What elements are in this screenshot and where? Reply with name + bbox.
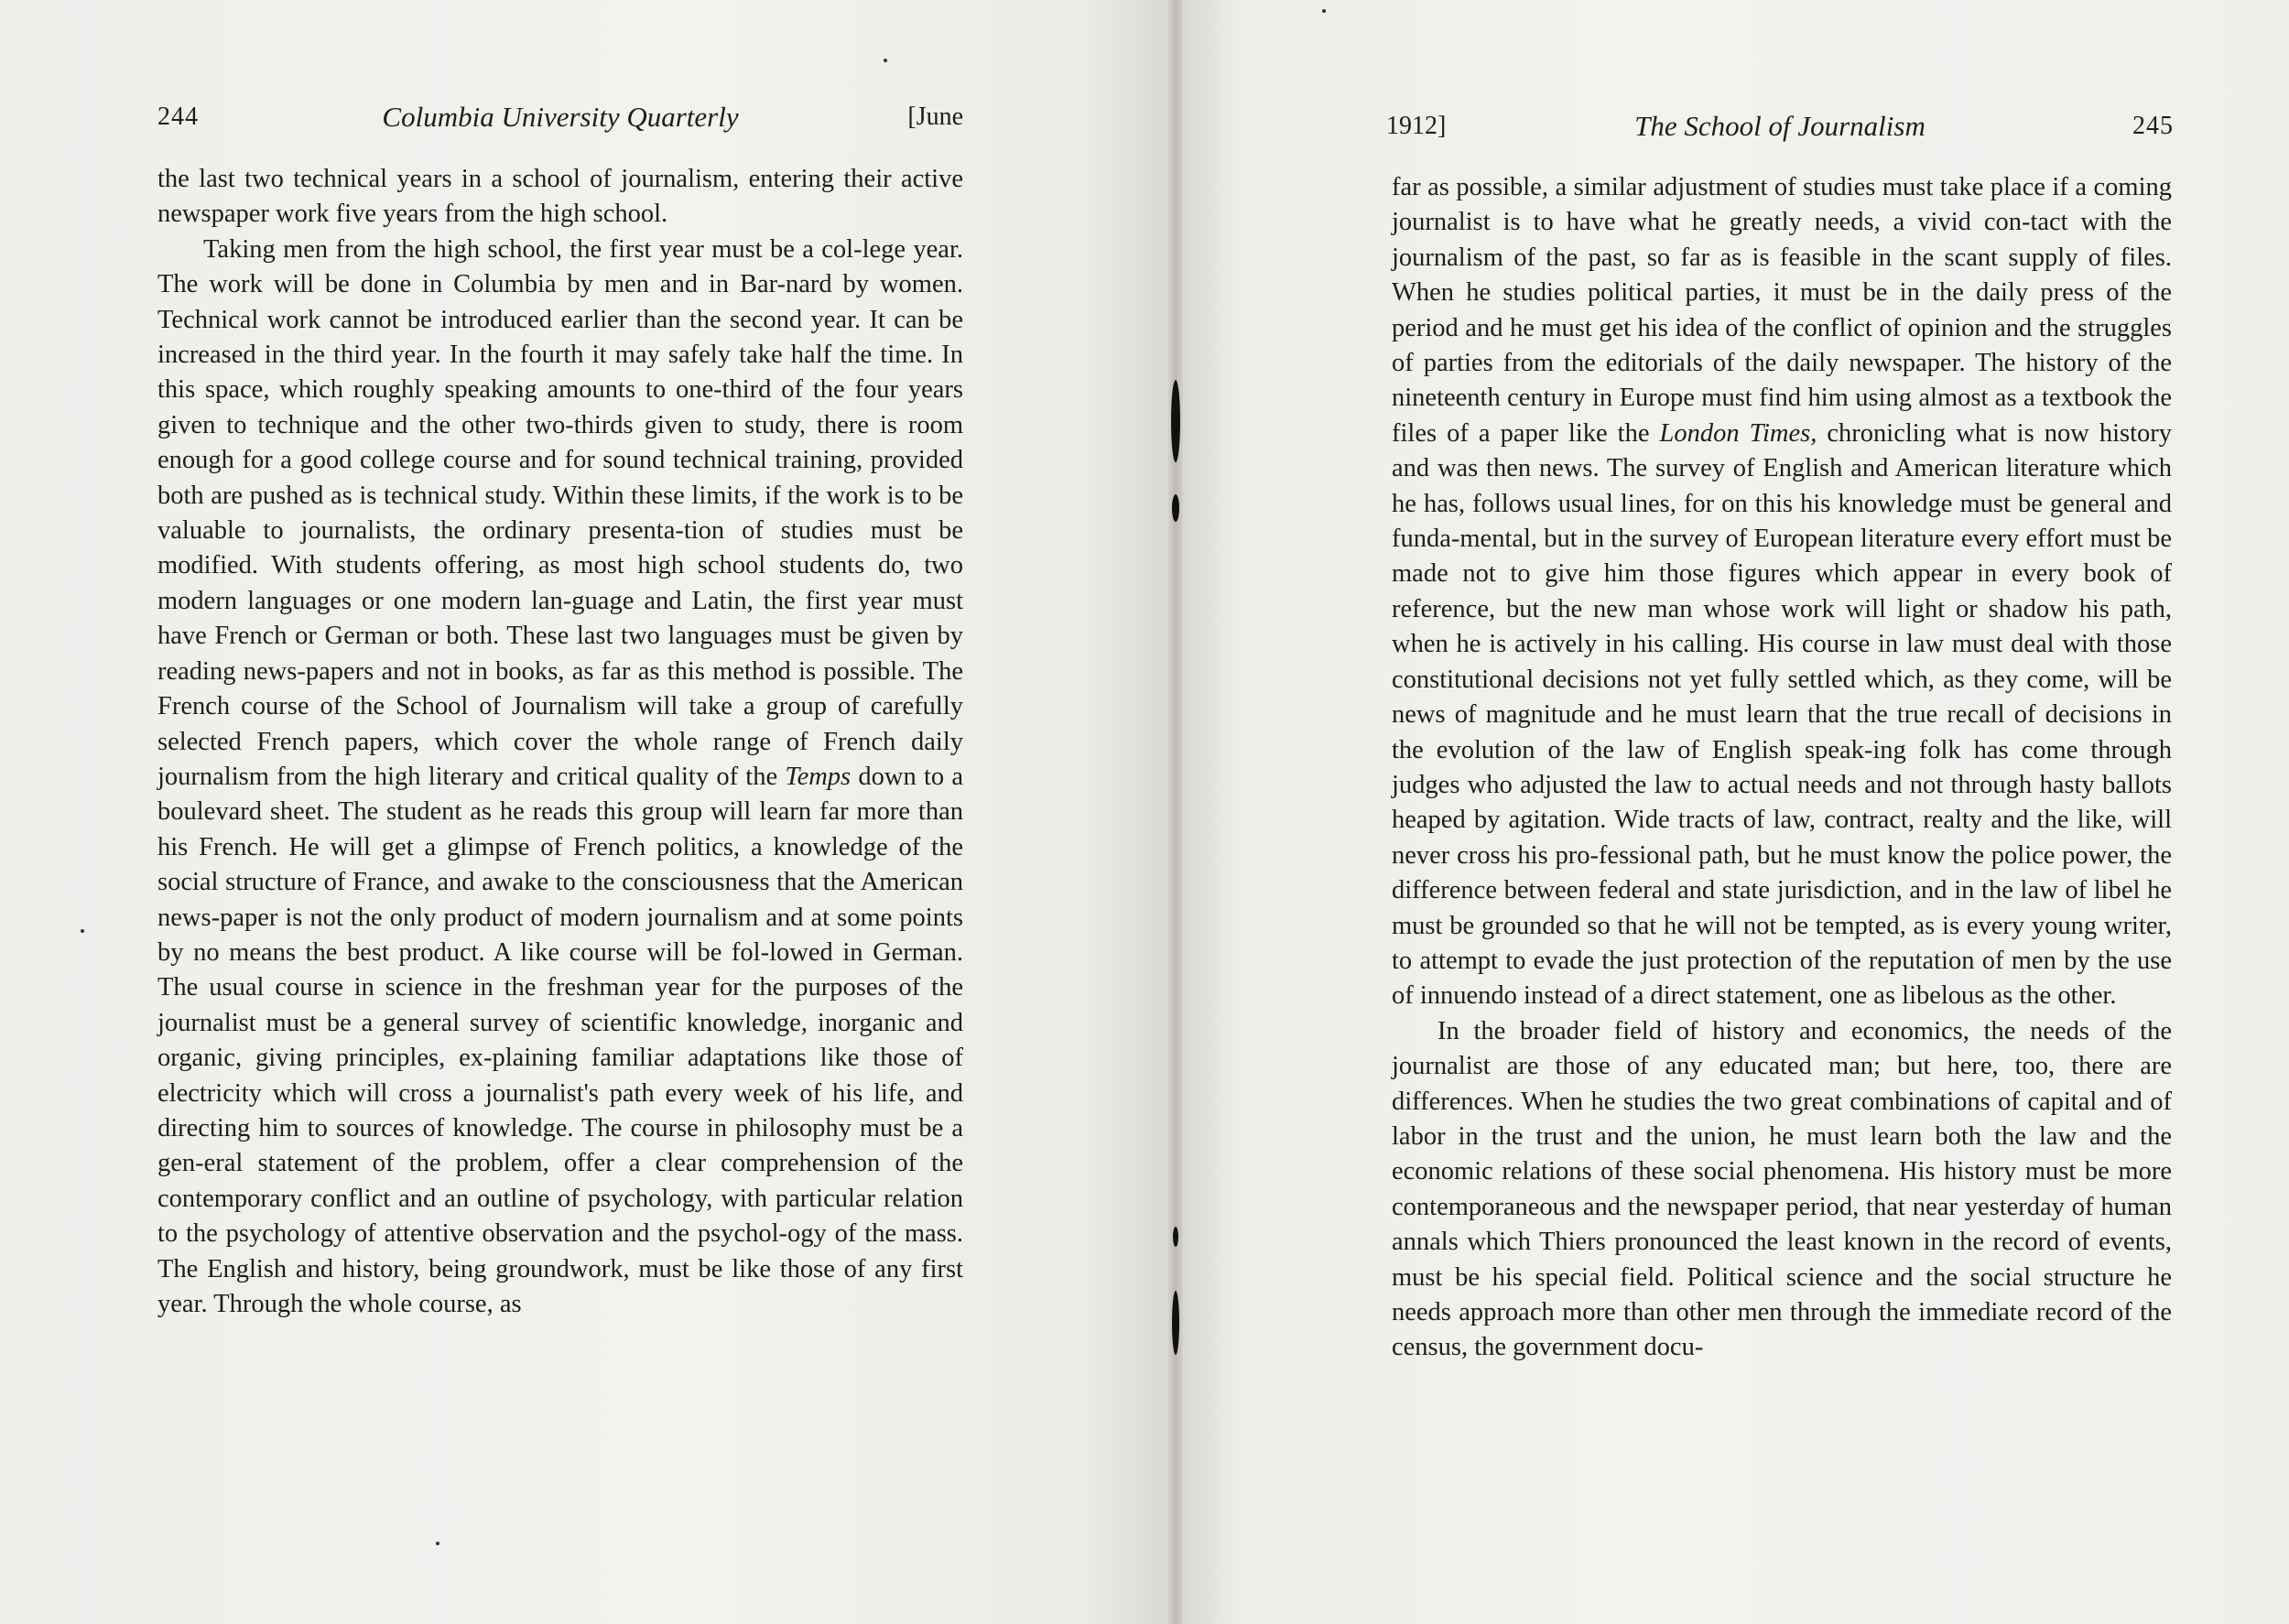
paper-speck [884,59,887,62]
gutter-shadow [1172,494,1179,522]
gutter-shadow [1173,1227,1178,1247]
gutter-shadow [1172,1291,1179,1355]
right-body-text [1392,170,2172,1366]
page-number-244: 244 [157,103,199,131]
italic-title: London Times, [1659,418,1817,448]
right-page [1176,0,2289,1624]
book-gutter [1168,0,1183,1624]
text-run: the last two technical years in a school of journalism, entering their active newspaper work five years from the high school. [157,165,963,229]
paragraph [157,162,963,233]
paper-speck [81,929,84,933]
date-marker-right: 1912] [1386,112,1447,140]
left-running-head [157,99,963,135]
gutter-shadow [1171,380,1180,462]
paragraph [157,233,963,1323]
text-run: far as possible, a similar adjustment of studies must take place if a coming journalist is to have what he greatly needs, a vivid con-tact with the journalism of the past, so far as is feasible in the scant supply of files. When he studies political parties, it must be in the daily press of the period and he must get his idea of the conflict of opinion and the struggles of parties from the editorials of the daily newspaper. The history of the nineteenth century in Europe must find him using almost as a textbook the files of a paper like the [1392,173,2172,448]
text-run: Taking men from the high school, the first year must be a col-lege year. The work will be done in Columbia by men and in Bar-nard by women. Technical work cannot be introduced earlier than the second year. It can be increased in the third year. In the fourth it may safely take half the time. In this space, which roughly speaking amounts to one-third of the four years given to technique and the other two-thirds given to study, there is room enough for a good college course and for sound technical training, provided both are pushed as is technical study. Within these limits, if the work is to be valuable to journalists, the ordinary presenta-tion of studies must be modified. With students offering, as most high school students do, two modern languages or one modern lan-guage and Latin, the first year must have French or German or both. These last two languages must be given by reading news-papers and not in books, as far as this method is possible. The French course of the School of Journalism will take a group of carefully selected French papers, which cover the whole range of French daily journalism from the high literary and critical quality of the [157,234,963,791]
text-run: In the broader field of history and economics, the needs of the journalist are those of any educated man; but here, too, there are differences. When he studies the two great combinations of capital and of labor in the trust and the union, he must learn both the law and the economic relations of these social phenomena. His history must be more contemporaneous and the newspaper period, that near yesterday of human annals which Thiers pronounced the least known in the record of events, must be his special field. Political science and the social structure he needs approach more than other men through the immediate record of the census, the government docu- [1392,1016,2172,1362]
right-running-head [1386,108,2174,145]
running-title-right: The School of Journalism [1634,110,1926,142]
paragraph [1392,1014,2172,1366]
text-run: chronicling what is now history and was then news. The survey of English and American literature which he has, follows usual lines, for on this his knowledge must be general and funda-mental, but in the survey of European literature every effort must be made not to give him those figures which appear in every book of reference, but the new man whose work will light or shadow his path, when he is actively in his calling. His course in law must deal with those constitutional decisions not yet fully settled which, as they come, will be news of magnitude and he must learn that the true recall of decisions in the evolution of the law of English speak-ing folk has come through judges who adjusted the law to actual needs and not through hasty ballots heaped by agitation. Wide tracts of law, contract, realty and the like, will never cross his pro-fessional path, but he must know the police power, the difference between federal and state jurisdiction, and in the law of libel he must be grounded so that he will not be tempted, as is every young writer, to attempt to evade the just protection of the reputation of men by the use of innuendo instead of a direct statement, one as libelous as the other. [1392,418,2172,1011]
text-run: down to a boulevard sheet. The student as he reads this group will learn far more than his French. He will get a glimpse of French politics, a knowledge of the social structure of France, and awake to the consciousness that the American news-paper is not the only product of modern journalism and at some points by no means the best product. A like course will be fol-lowed in German. The usual course in science in the freshman year for the purposes of the journalist must be a general survey of scientific knowledge, inorganic and organic, giving principles, ex-plaining familiar adaptations like those of electricity which will cross a journalist's path every week of his life, and directing him to sources of knowledge. The course in philosophy must be a gen-eral statement of the problem, offer a clear comprehension of the contemporary conflict and an outline of psychology, with particular relation to the psychology of attentive observation and the psychol-ogy of the mass. The English and history, being groundwork, must be like those of any first year. Through the whole course, as [157,762,963,1318]
paragraph [1392,170,2172,1014]
running-title-left: Columbia University Quarterly [382,101,739,133]
paper-speck [1322,9,1326,13]
date-marker-left: [June [907,103,963,131]
italic-title: Temps [785,762,852,791]
left-body-text [157,162,963,1322]
page-number-245: 245 [2132,112,2174,140]
paper-speck [436,1542,439,1545]
